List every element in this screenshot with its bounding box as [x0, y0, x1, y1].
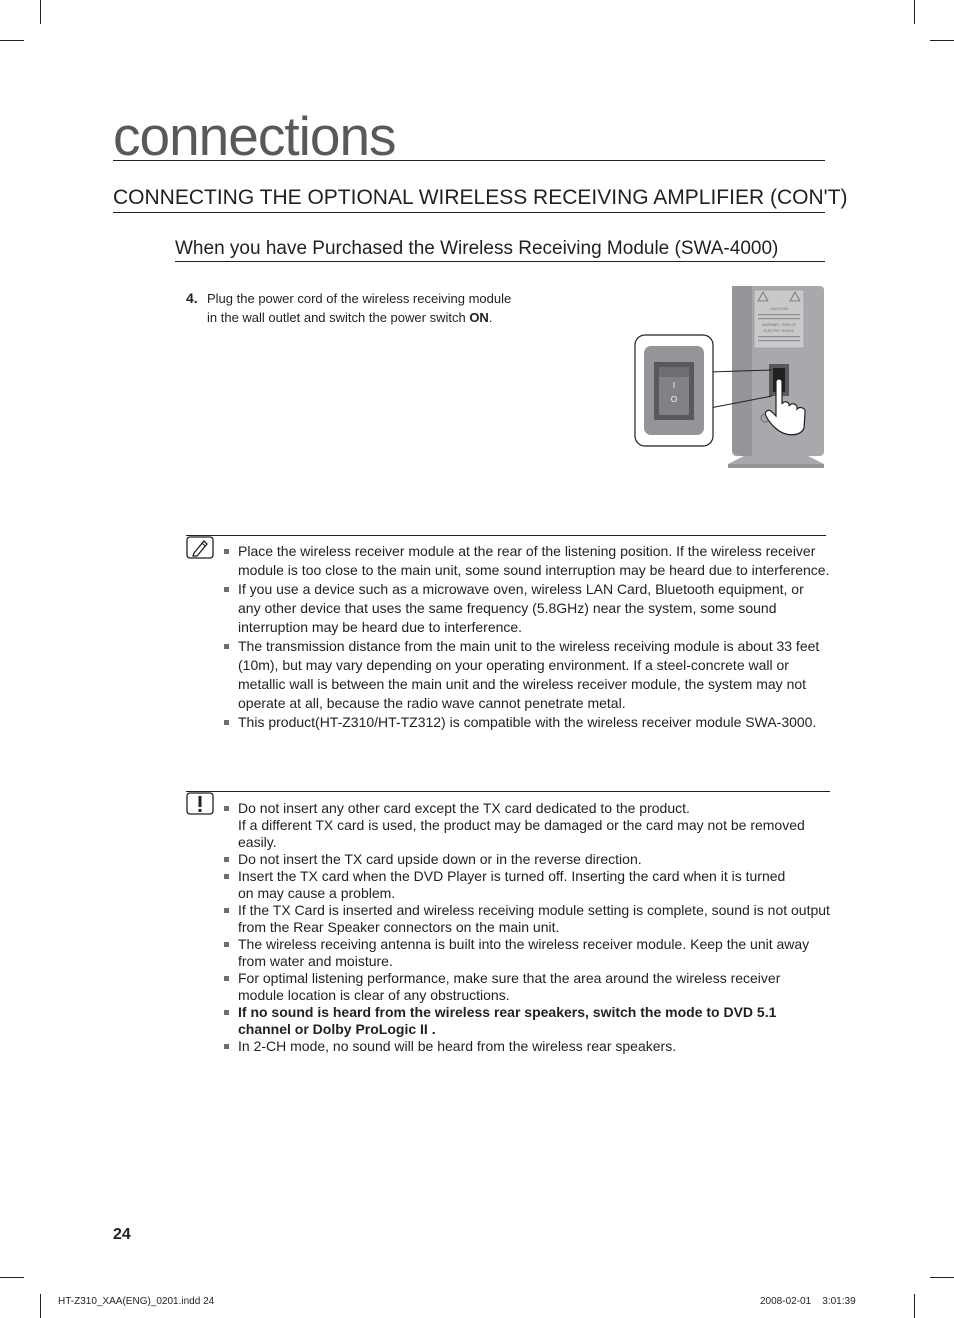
caution-item	[222, 868, 830, 902]
caution-item	[222, 800, 830, 851]
caution-label-text: CAUTION	[770, 306, 788, 311]
page-subtitle: When you have Purchased the Wireless Receiving Module (SWA-4000)	[175, 238, 825, 262]
step-4	[186, 289, 546, 327]
page-title: CONNECTING THE OPTIONAL WIRELESS RECEIVING AMPLIFIER (CON'T)	[113, 186, 825, 213]
step-line-2-suffix: .	[488, 310, 493, 325]
switch-off-mark: O	[670, 395, 678, 404]
crop-mark	[914, 0, 915, 24]
caution-text-line	[758, 314, 800, 315]
crop-mark	[914, 1294, 915, 1318]
step-line-1: Plug the power cord of the wireless receiving module	[207, 291, 512, 306]
switch-zoom-rocker-top	[659, 367, 689, 377]
crop-mark	[40, 1294, 41, 1318]
note-divider	[186, 535, 826, 536]
caution-item: Do not insert the TX card upside down or in the reverse direction.	[222, 851, 830, 868]
caution-text-line	[758, 340, 800, 341]
crop-mark	[930, 1277, 954, 1278]
section-title	[113, 105, 825, 167]
switch-on-mark: I	[672, 381, 676, 390]
caution-item-line: If a different TX card is used, the product may be damaged or the card may not be removed easily.	[238, 817, 805, 850]
caution-item-line: Do not insert any other card except the TX card dedicated to the product.	[238, 800, 690, 816]
caution-item: For optimal listening performance, make sure that the area around the wireless receiver module location is clear of any obstructions.	[222, 970, 830, 1004]
footer-file-name: HT-Z310_XAA(ENG)_0201.indd 24	[58, 1296, 215, 1307]
crop-mark	[0, 40, 24, 41]
footer-datetime: 2008-02-01 3:01:39	[760, 1296, 856, 1307]
module-stand-base	[728, 464, 824, 468]
note-item: This product(HT-Z310/HT-TZ312) is compatible with the wireless receiver module SWA-3000.	[222, 713, 830, 732]
crop-mark	[0, 1277, 24, 1278]
step-on-label: ON	[469, 310, 489, 325]
step-number: 4.	[186, 290, 198, 306]
caution-text-line	[758, 336, 800, 337]
caution-item: If the TX Card is inserted and wireless receiving module setting is complete, sound is not output from the Rear Speaker connectors on the main unit.	[222, 902, 830, 936]
caution-exclamation-icon	[186, 792, 214, 815]
step-line-2-prefix: in the wall outlet and switch the power switch	[207, 310, 470, 325]
warning-text-1: WARNING - RISK OF	[762, 323, 796, 327]
notes-list	[222, 542, 830, 732]
caution-divider	[186, 791, 830, 792]
note-item: Place the wireless receiver module at the rear of the listening position. If the wireless receiver module is too close to the main unit, some sound interruption may be heard due to interference.	[222, 542, 830, 580]
step-text	[207, 289, 546, 327]
caution-item-bold: If no sound is heard from the wireless rear speakers, switch the mode to DVD 5.1 channel or Dolby ProLogic II .	[222, 1004, 830, 1038]
caution-list	[222, 800, 830, 1055]
section-title-text: connections	[113, 105, 396, 167]
caution-text-line	[758, 318, 800, 319]
caution-item: The wireless receiving antenna is built into the wireless receiver module. Keep the unit away from water and moisture.	[222, 936, 830, 970]
note-item: The transmission distance from the main unit to the wireless receiving module is about 33 feet (10m), but may vary depending on your operating environment. If a steel-concrete wall or metallic wall is between the main unit and the wireless receiver module, the system may not operate at all, because the radio wave cannot penetrate metal.	[222, 637, 830, 713]
note-pencil-icon	[186, 536, 214, 559]
wireless-module-illustration	[632, 286, 828, 471]
warning-text-2: ELECTRIC SHOCK	[763, 329, 795, 333]
caution-item: In 2-CH mode, no sound will be heard from the wireless rear speakers.	[222, 1038, 830, 1055]
crop-mark	[930, 40, 954, 41]
page-number: 24	[113, 1226, 131, 1243]
crop-mark	[40, 0, 41, 24]
caution-item-line: on may cause a problem.	[238, 885, 396, 901]
note-item: If you use a device such as a microwave oven, wireless LAN Card, Bluetooth equipment, or any other device that uses the same frequency (5.8GHz) near the system, some sound interruption may be heard due to interference.	[222, 580, 830, 637]
caution-item-line: Insert the TX card when the DVD Player is turned off. Inserting the card when it is turned	[238, 868, 786, 884]
